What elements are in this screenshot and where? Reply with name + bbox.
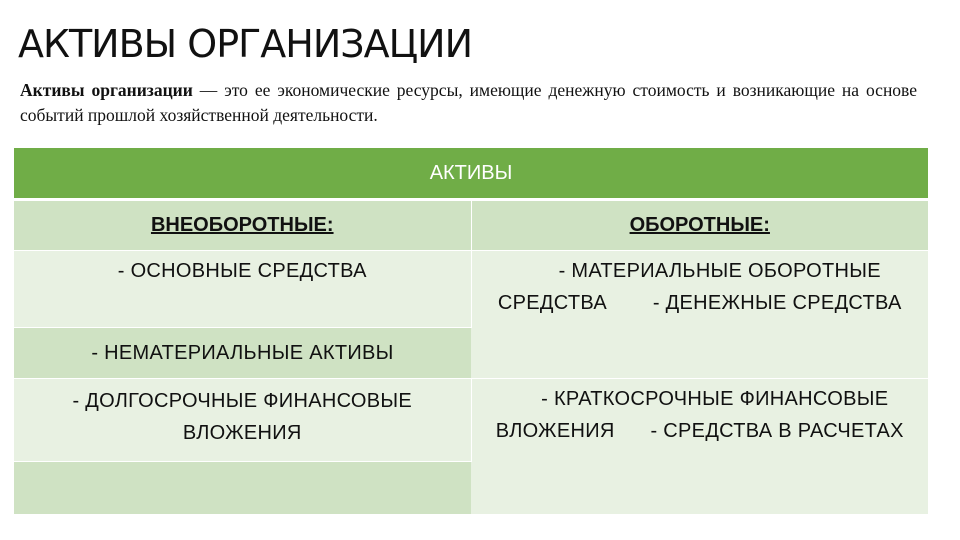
table-subheader-row: [14, 200, 928, 251]
current-item: - МАТЕРИАЛЬНЫЕ ОБОРОТНЫЕ СРЕДСТВА: [497, 260, 881, 314]
table-header: АКТИВЫ: [14, 148, 928, 200]
table-row: [14, 379, 928, 462]
definition-paragraph: [20, 78, 917, 128]
current-item: - КРАТКОСРОЧНЫЕ ФИНАНСОВЫЕ ВЛОЖЕНИЯ: [495, 388, 889, 442]
noncurrent-item: [14, 462, 471, 515]
table-row: [14, 251, 928, 328]
column-header-current: ОБОРОТНЫЕ:: [471, 200, 928, 251]
current-item: - ДЕНЕЖНЫЕ СРЕДСТВА: [652, 292, 902, 314]
noncurrent-item: - ДОЛГОСРОЧНЫЕ ФИНАНСОВЫЕ ВЛОЖЕНИЯ: [14, 379, 471, 462]
table-header-row: [14, 148, 928, 200]
slide-title: АКТИВЫ ОРГАНИЗАЦИИ: [18, 22, 472, 66]
definition-text: — это ее экономические ресурсы, имеющие денежную стоимость и возникающие на основе событий прошлой хозяйственной деятельности.: [20, 80, 917, 125]
column-header-noncurrent: ВНЕОБОРОТНЫЕ:: [14, 200, 471, 251]
current-items-group: [471, 379, 928, 515]
current-item: - СРЕДСТВА В РАСЧЕТАХ: [650, 420, 904, 442]
noncurrent-item: - ОСНОВНЫЕ СРЕДСТВА: [14, 251, 471, 328]
assets-table: [14, 148, 928, 514]
current-items-group: [471, 251, 928, 379]
noncurrent-item: - НЕМАТЕРИАЛЬНЫЕ АКТИВЫ: [14, 328, 471, 379]
assets-table-container: [14, 148, 928, 507]
definition-term: Активы организации: [20, 80, 193, 100]
